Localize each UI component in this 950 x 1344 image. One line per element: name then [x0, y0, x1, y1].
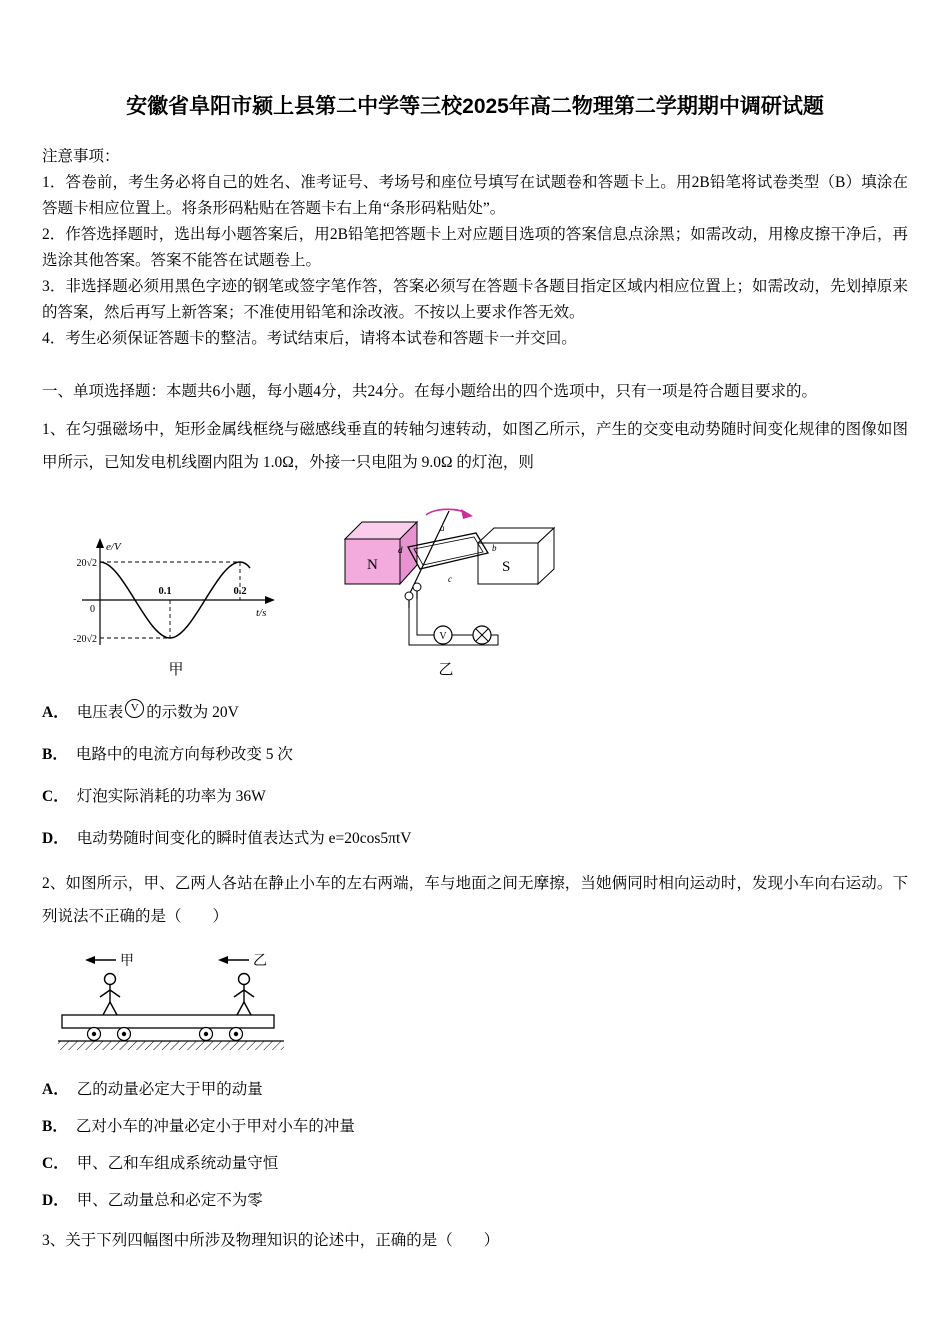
q2-option-c-label: C．: [42, 1155, 69, 1172]
stick-figure-jia: [100, 974, 120, 1016]
t2-label: 0.2: [233, 586, 247, 597]
cart-wheels: [88, 1028, 243, 1041]
emf-time-graph: [70, 535, 282, 655]
q1-option-a: [42, 699, 908, 726]
jia-motion-arrow-icon: [85, 956, 116, 964]
notice-item-3: 3．非选择题必须用黑色字迹的钢笔或签字笔作答，答案必须写在答题卡各题目指定区域内相应位置上；如需改动，先划掉原来的答案，然后再写上新答案；不准使用铅笔和涂改液。不按以上要求作答无效。: [42, 278, 908, 321]
graph-caption: 甲: [168, 662, 184, 678]
coil-label-b: b: [492, 543, 497, 553]
notice-section: [42, 144, 908, 352]
q2-option-d-label: D．: [42, 1192, 69, 1209]
stick-figure-yi: [234, 974, 254, 1016]
q1-option-d-label: D．: [42, 830, 69, 847]
question-1-stem: 1、在匀强磁场中，矩形金属线框绕与磁感线垂直的转轴匀速转动，如图乙所示，产生的交变电动势随时间变化规律的图像如图甲所示，已知发电机线圈内阻为 1.0Ω，外接一只电阻为 9.0Ω 的灯泡，则: [42, 421, 908, 471]
exam-title: 安徽省阜阳市颍上县第二中学等三校2025年高二物理第二学期期中调研试题: [126, 95, 824, 118]
q2-option-c: [42, 1150, 908, 1177]
q2-option-b-text: 乙对小车的冲量必定小于甲对小车的冲量: [75, 1118, 355, 1135]
coil-label-c: c: [448, 574, 452, 584]
cart-diagram: [46, 945, 294, 1057]
t1-label: 0.1: [158, 586, 172, 597]
y-axis-label: e/V: [106, 541, 121, 553]
section-heading: 一、单项选择题：本题共6小题，每小题4分，共24分。在每小题给出的四个选项中，只有一项是符合题目要求的。: [42, 383, 818, 400]
generator-diagram: [330, 489, 562, 655]
q1-option-c: [42, 783, 908, 810]
voltmeter-icon: [434, 626, 452, 644]
q1-option-c-text: 灯泡实际消耗的功率为 36W: [76, 788, 266, 805]
q1-option-b-text: 电路中的电流方向每秒改变 5 次: [75, 746, 293, 763]
svg-text:V: V: [439, 631, 447, 642]
generator-diagram-block: [330, 489, 562, 679]
lamp-icon: [473, 626, 491, 644]
cart-body: [62, 1015, 274, 1028]
rotation-arrow-icon: [426, 509, 473, 519]
question-1-figures: [70, 489, 908, 679]
jia-label: 甲: [120, 954, 134, 969]
emf-time-graph-block: [70, 535, 282, 679]
question-3-stem: 3、关于下列四幅图中所涉及物理知识的论述中，正确的是（ ）: [42, 1232, 500, 1249]
yi-motion-arrow-icon: [218, 956, 249, 964]
y-axis-arrow-icon: [96, 538, 104, 548]
y-max-label: 20√2: [76, 558, 97, 569]
notice-item-4: 4．考生必须保证答题卡的整洁。考试结束后，请将本试卷和答题卡一并交回。: [42, 330, 577, 347]
y-min-label: -20√2: [73, 634, 97, 645]
q1-option-a-pre: 电压表: [76, 704, 124, 721]
notice-item-1: 1．答卷前，考生务必将自己的姓名、准考证号、考场号和座位号填写在试题卷和答题卡上。用2B铅笔将试卷类型（B）填涂在答题卡相应位置上。将条形码粘贴在答题卡右上角“条形码粘贴处”。: [42, 174, 908, 217]
q2-option-d: [42, 1187, 908, 1214]
q1-option-a-label: A．: [42, 704, 69, 721]
notice-item-2: 2．作答选择题时，选出每小题答案后，用2B铅笔把答题卡上对应题目选项的答案信息点涂黑；如需改动，用橡皮擦干净后，再选涂其他答案。答案不能答在试题卷上。: [42, 226, 908, 269]
q1-option-d-text: 电动势随时间变化的瞬时值表达式为 e=20cos5πtV: [76, 830, 412, 847]
question-2-options: [42, 1076, 908, 1214]
q1-option-a-post: 的示数为 20V: [146, 704, 239, 721]
q1-option-b: [42, 741, 908, 768]
s-pole: [478, 528, 554, 584]
question-2-stem: 2、如图所示，甲、乙两人各站在静止小车的左右两端，车与地面之间无摩擦，当她俩同时相向运动时，发现小车向右运动。下列说法不正确的是（ ）: [42, 875, 908, 925]
origin-label: 0: [90, 604, 95, 615]
question-2-figure: [46, 945, 908, 1062]
q1-option-b-label: B．: [42, 746, 68, 763]
q2-option-a: [42, 1076, 908, 1103]
n-pole: [345, 522, 417, 584]
question-1-options: [42, 699, 908, 852]
ground-hatching: [58, 1041, 284, 1050]
q2-option-d-text: 甲、乙动量总和必定不为零: [76, 1192, 263, 1209]
n-pole-label: N: [367, 557, 378, 573]
q2-option-a-text: 乙的动量必定大于甲的动量: [76, 1081, 263, 1098]
yi-label: 乙: [253, 954, 267, 969]
coil-label-a: a: [440, 523, 445, 533]
s-pole-label: S: [502, 559, 511, 575]
x-axis-label: t/s: [256, 607, 267, 619]
generator-caption: 乙: [438, 662, 454, 678]
notice-heading: 注意事项：: [42, 148, 120, 165]
coil-label-d: d: [398, 545, 403, 555]
q1-option-d: [42, 825, 908, 852]
q2-option-b-label: B．: [42, 1118, 68, 1135]
q1-option-c-label: C．: [42, 788, 69, 805]
q2-option-b: [42, 1113, 908, 1140]
q2-option-a-label: A．: [42, 1081, 69, 1098]
voltmeter-symbol-icon: V: [125, 699, 144, 718]
q2-option-c-text: 甲、乙和车组成系统动量守恒: [76, 1155, 279, 1172]
x-axis-arrow-icon: [265, 596, 275, 604]
slip-rings: [405, 583, 421, 608]
